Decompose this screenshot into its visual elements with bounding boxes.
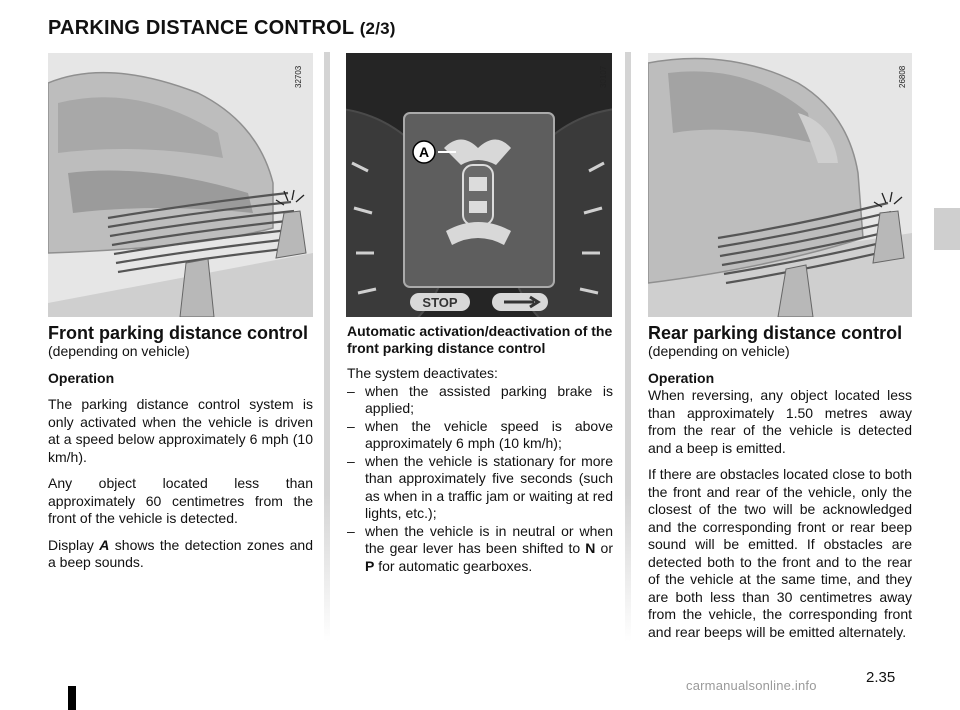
list-item: – when the assisted parking brake is applied; bbox=[347, 382, 613, 416]
rear-paragraph-1: When reversing, any object located less than approximately 1.50 metres away from the rear of the vehicle is detected and a beep is emitted. bbox=[648, 387, 912, 456]
rear-sub: (depending on vehicle) bbox=[648, 343, 790, 359]
page-title bbox=[48, 17, 396, 40]
dashboard-illustration bbox=[346, 53, 612, 317]
column-divider-right bbox=[625, 52, 631, 642]
front-operation-heading: Operation bbox=[48, 369, 115, 386]
stop-warning: STOP bbox=[422, 295, 458, 310]
title-text: PARKING DISTANCE CONTROL bbox=[48, 17, 354, 39]
dash-figure-ref: 30107 bbox=[599, 65, 608, 88]
column-divider-left bbox=[324, 52, 330, 642]
list-item: – when the vehicle is stationary for more than approximately five seconds (such as when in a traffic jam or waiting at red lights, etc.); bbox=[347, 452, 613, 521]
rear-operation-heading: Operation bbox=[648, 369, 715, 386]
rear-heading: Rear parking distance control bbox=[648, 323, 903, 343]
front-paragraph-3: Display A shows the detection zones and a beep sounds. bbox=[48, 536, 313, 570]
rear-car-illustration bbox=[648, 53, 912, 317]
title-part: (2/3) bbox=[359, 19, 396, 38]
front-paragraph-1: The parking distance control system is only activated when the vehicle is driven at a speed below approximately 6 mph (10 km/h). bbox=[48, 396, 313, 465]
list-item: – when the vehicle speed is above approximately 6 mph (10 km/h); bbox=[347, 417, 613, 451]
middle-column bbox=[347, 323, 613, 575]
display-a-ref: A bbox=[99, 536, 110, 553]
front-sub: (depending on vehicle) bbox=[48, 343, 190, 359]
deactivation-list bbox=[347, 383, 613, 576]
rear-figure-ref: 26808 bbox=[898, 65, 907, 88]
auto-intro: The system deactivates: bbox=[347, 365, 498, 381]
corner-mark bbox=[68, 686, 76, 710]
watermark: carmanualsonline.info bbox=[686, 678, 817, 693]
section-tab bbox=[934, 208, 960, 250]
front-figure-ref: 32703 bbox=[294, 65, 303, 88]
right-column bbox=[648, 323, 912, 650]
page-number: 2.35 bbox=[866, 669, 896, 686]
left-column bbox=[48, 323, 313, 581]
front-paragraph-2: Any object located less than approximately 60 centimetres from the front of the vehicle is detected. bbox=[48, 475, 313, 526]
list-item: – when the vehicle is in neutral or when the gear lever has been shifted to N or P for automatic gearboxes. bbox=[347, 522, 613, 574]
auto-heading: Automatic activation/deactivation of the front parking distance control bbox=[347, 323, 613, 356]
front-heading: Front parking distance control bbox=[48, 323, 309, 343]
front-car-illustration bbox=[48, 53, 313, 317]
callout-a: A bbox=[418, 144, 430, 160]
rear-paragraph-2: If there are obstacles located close to both the front and rear of the vehicle, only the closest of the two will be acknowledged and the corresponding front or rear beep sound will be emitted. If obstacles are detected both to the front and to the rear of the vehicle at the same time, and they are both less than 30 centimetres away from the vehicle, the corresponding front and rear beeps will be emitted alternately. bbox=[648, 466, 912, 640]
